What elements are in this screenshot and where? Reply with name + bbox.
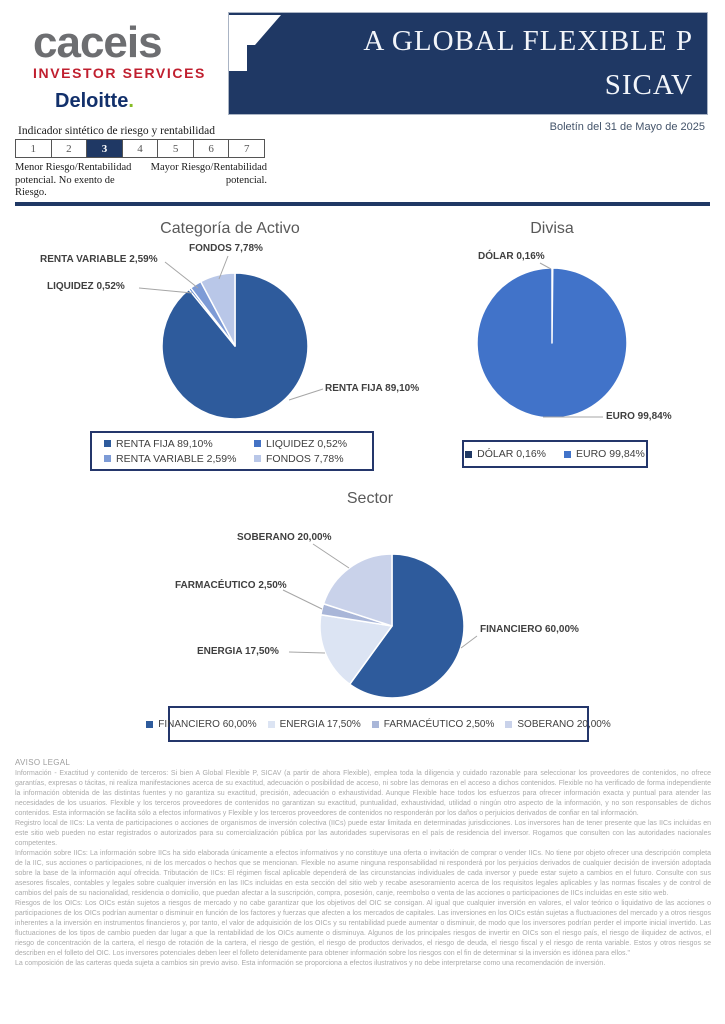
legal-paragraph: Información - Exactitud y contenido de terceros: Si bien A Global Flexible P, SICAV (a partir de ahora Flexible), emplea toda la diligencia y cuidado razonable para seleccionar los proveedores de contenidos, no ofrece garantías, expresas o tácitas, ni realiza manifestaciones acerca de su exactitud, adecuación o posibilidad de acceso, ni sobre las demoras en el acceso a dichos contenidos. Flexible no ha verificado de forma independiente la información obtenida de las distintas fuentes y no garantiza su exactitud, precisión, adecuación o exhaustividad. Aunque Flexible hace todos los esfuerzos para ofrecer información exacta y puntual para atender las necesidades de los usuarios. Flexible y los terceros proveedores de contenidos no garantizan su exactitud, puntualidad, exhaustividad, utilidad o ningún otro aspecto de la información, y no son responsables de dichos contenidos. Esta información se facilita sólo a efectos informativos y Flexible y los terceros proveedores de contenidos no responderán por los daños o perjuicios derivados de confiar en tal información.: [15, 770, 711, 817]
pie-label-energia: ENERGIA 17,50%: [197, 646, 279, 657]
fund-title: [363, 19, 693, 107]
chart-title-sector: Sector: [346, 490, 394, 507]
legend-divisa: [462, 440, 648, 468]
legend-item: FARMACÉUTICO 2,50%: [372, 719, 495, 730]
chart-title-categoria: Categoría de Activo: [160, 220, 300, 237]
legend-swatch: [564, 451, 571, 458]
legend-item: RENTA FIJA 89,10%: [104, 438, 254, 450]
legend-item: FONDOS 7,78%: [254, 453, 372, 465]
risk-caption-lower: Menor Riesgo/Rentabilidad potencial. No exento de Riesgo.: [15, 162, 132, 198]
pie-slice-euro: [477, 268, 627, 418]
title-banner: [228, 12, 708, 115]
legal-heading: AVISO LEGAL: [15, 758, 71, 767]
risk-level-2: 2: [52, 140, 88, 157]
legend-swatch: [465, 451, 472, 458]
pie-label-financiero: FINANCIERO 60,00%: [480, 624, 579, 635]
legal-disclaimer: [15, 758, 711, 969]
legend-item: FINANCIERO 60,00%: [146, 719, 256, 730]
pie-label-soberano: SOBERANO 20,00%: [237, 532, 332, 543]
legend-item: LIQUIDEZ 0,52%: [254, 438, 372, 450]
legend-item: EURO 99,84%: [564, 448, 645, 460]
caceis-logo: [33, 18, 206, 81]
risk-level-7: 7: [229, 140, 264, 157]
risk-level-1: 1: [16, 140, 52, 157]
section-divider: [15, 202, 710, 206]
legend-swatch: [254, 455, 261, 462]
fund-title-line1: A GLOBAL FLEXIBLE P: [363, 25, 693, 57]
legend-item: SOBERANO 20,00%: [505, 719, 610, 730]
legend-swatch: [254, 440, 261, 447]
legend-item: RENTA VARIABLE 2,59%: [104, 453, 254, 465]
deloitte-logo: Deloitte.: [55, 90, 134, 112]
legend-swatch: [372, 721, 379, 728]
legend-swatch: [146, 721, 153, 728]
risk-captions: [15, 162, 267, 200]
pie-label-farmaceutico: FARMACÉUTICO 2,50%: [175, 580, 287, 591]
chart-title-divisa: Divisa: [530, 220, 574, 237]
legend-swatch: [104, 455, 111, 462]
fund-title-line2: SICAV: [604, 69, 693, 101]
pie-label-fondos: FONDOS 7,78%: [189, 243, 263, 254]
risk-level-5: 5: [158, 140, 194, 157]
risk-indicator-title: Indicador sintético de riesgo y rentabilidad: [18, 125, 216, 137]
deloitte-green-dot: .: [128, 90, 134, 112]
risk-caption-higher: Mayor Riesgo/Rentabilidad potencial.: [150, 162, 267, 186]
risk-scale: [15, 139, 265, 158]
pie-label-liquidez: LIQUIDEZ 0,52%: [47, 281, 125, 292]
legal-paragraph: La composición de las carteras queda sujeta a cambios sin previo aviso. Esta información se proporciona a efectos ilustrativos y no debe interpretarse como una recomendación de inversión.: [15, 960, 606, 967]
legend-swatch: [268, 721, 275, 728]
pie-label-dolar: DÓLAR 0,16%: [478, 251, 545, 262]
caceis-wordmark: caceis: [33, 18, 162, 67]
flag-icon: [229, 15, 283, 73]
risk-level-6: 6: [194, 140, 230, 157]
legal-paragraph: Riesgos de los OICs: Los OICs están sujetos a riesgos de mercado y no cabe garantizar que los objetivos del OIC se consigan. Al igual que cualquier inversión en valores, el valor teórico o liquidativo de las acciones o participaciones de los OICs podrían aumentar o disminuir en función de los factores y fuerzas que afecten a los mercados de capitales. Las inversiones en los OICs están sujetas a fluctuaciones del mercado y a otros riesgos inherentes a la inversión en instrumentos financieros y, por tanto, el valor de adquisición de los OICs y su rentabilidad puede aumentar o disminuir, de modo que los inversores podrían perder el importe inicial invertido. Las fluctuaciones de los tipos de cambio pueden dar lugar a que la rentabilidad de los OICs aumente o disminuya. Algunos de los principales riesgos de invertir en OICs son el riesgo país, el riesgo de iliquidez de activos, el riesgo de concentración de la cartera, el riesgo de rotación de la cartera, el riesgo de gestión, el riesgo de productos derivados, el riesgo de deuda, el riesgo fiscal y el riesgo de renta variable. Estos y otros riesgos se describen en el folleto del OIC. Los inversores potenciales deben leer el folleto detenidamente para obtener información sobre los riesgos con el fin de determinar si la inversión es idónea para ellos.": [15, 900, 711, 957]
pie-label-renta-fija: RENTA FIJA 89,10%: [325, 383, 420, 394]
legend-item: ENERGIA 17,50%: [268, 719, 361, 730]
bulletin-date: Boletín del 31 de Mayo de 2025: [549, 121, 705, 133]
legend-swatch: [104, 440, 111, 447]
chart-divisa: [440, 216, 710, 472]
legal-paragraph: Registro local de IICs: La venta de participaciones o acciones de organismos de inversión colectiva (IICs) puede estar limitada en determinadas jurisdicciones. Los inversores han de tener presente que las IICs incluidas en este sitio web pueden no estar registrados o autorizados para su comercialización pública por las autoridades supervisoras en el país de residencia del inversor. Rogamos que consulten con las autoridades nacionales competentes.: [15, 820, 711, 847]
legal-paragraph: Información sobre IICs: La información sobre IICs ha sido elaborada únicamente a efectos informativos y no constituye una oferta o invitación de comprar o vender IICs. No tiene por objeto ofrecer una descripción completa de la IIC, sus acciones o participaciones, ni de los mercados o hechos que se mencionan. Flexible no asume ninguna responsabilidad ni responderá por los perjuicios derivados de cualquier decisión de inversión adoptada sobre la base de la información aquí ofrecida. Tributación de IICs: El régimen fiscal aplicable dependerá de las circunstancias individuales de cada inversor y puede estar sujeto a cambios en el futuro. Consulte con sus asesores fiscales, contables y legales sobre cualquier inversión en las IICs incluidas en esta sección del sitio web y recabe asesoramiento acerca de los requisitos legales aplicables y las normas fiscales y de control de cambios del país de su nacionalidad, residencia o domicilio, que puedan afectar a la suscripción, compra, posesión, canje, reembolso o venta de las acciones o participaciones de IICs incluidas en este sitio web.: [15, 850, 711, 897]
legend-categoria: [90, 431, 374, 471]
pie-label-euro: EURO 99,84%: [606, 411, 672, 422]
risk-level-4: 4: [123, 140, 159, 157]
pie-label-renta-variable: RENTA VARIABLE 2,59%: [40, 254, 158, 265]
legend-swatch: [505, 721, 512, 728]
legend-item: DÓLAR 0,16%: [465, 448, 546, 460]
legend-sector: [158, 706, 611, 742]
caceis-investor-services-label: INVESTOR SERVICES: [33, 65, 206, 81]
risk-level-3-selected: 3: [87, 140, 123, 157]
